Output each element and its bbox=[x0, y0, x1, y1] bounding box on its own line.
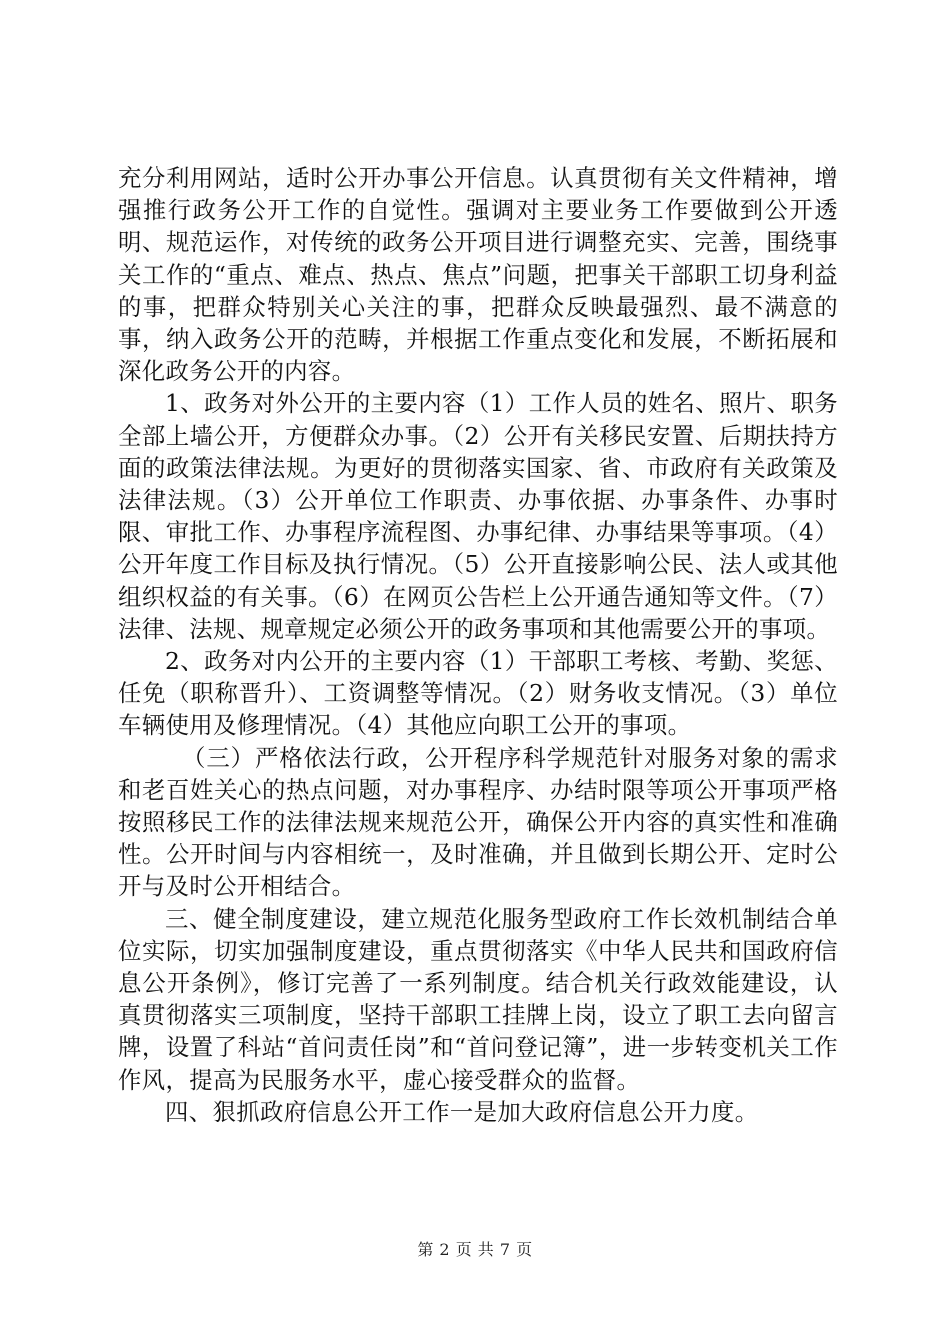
page-footer: 第 2 页 共 7 页 bbox=[417, 1240, 533, 1259]
paragraph-external-disclosure: 1、政务对外公开的主要内容（1）工作人员的姓名、照片、职务全部上墙公开，方便群众办事。（2）公开有关移民安置、后期扶持方面的政策法律法规。为更好的贯彻落实国家、省、市政府有关政策及法律法规。（3）公开单位工作职责、办事依据、办事条件、办事时限、审批工作、办事程序流程图、办事纪律、办事结果等事项。（4）公开年度工作目标及执行情况。（5）公开直接影响公民、法人或其他组织权益的有关事。（6）在网页公告栏上公开通告通知等文件。（7）法律、法规、规章规定必须公开的政务事项和其他需要公开的事项。 bbox=[118, 389, 838, 643]
paragraph-information-disclosure: 四、狠抓政府信息公开工作一是加大政府信息公开力度。 bbox=[165, 1097, 759, 1126]
paragraph-system-building: 三、健全制度建设，建立规范化服务型政府工作长效机制结合单位实际，切实加强制度建设，重点贯彻落实《中华人民共和国政府信息公开条例》，修订完善了一系列制度。结合机关行政效能建设，认真贯彻落实三项制度，坚持干部职工挂牌上岗，设立了职工去向留言牌，设置了科站“首问责任岗”和“首问登记簿”，进一步转变机关工作作风，提高为民服务水平，虚心接受群众的监督。 bbox=[118, 904, 838, 1094]
paragraph-lawful-administration: （三）严格依法行政，公开程序科学规范针对服务对象的需求和老百姓关心的热点问题，对办事程序、办结时限等项公开事项严格按照移民工作的法律法规来规范公开，确保公开内容的真实性和准确性。公开时间与内容相统一，及时准确，并且做到长期公开、定时公开与及时公开相结合。 bbox=[118, 743, 838, 901]
paragraph-continuation: 充分利用网站，适时公开办事公开信息。认真贯彻有关文件精神，增强推行政务公开工作的自觉性。强调对主要业务工作要做到公开透明、规范运作，对传统的政务公开项目进行调整充实、完善，围绕事关工作的“重点、难点、热点、焦点”问题，把事关干部职工切身利益的事，把群众特别关心关注的事，把群众反映最强烈、最不满意的事，纳入政务公开的范畴，并根据工作重点变化和发展，不断拓展和深化政务公开的内容。 bbox=[118, 164, 838, 386]
document-body bbox=[118, 162, 838, 1128]
paragraph-internal-disclosure: 2、政务对内公开的主要内容（1）干部职工考核、考勤、奖惩、任免（职称晋升）、工资调整等情况。（2）财务收支情况。（3）单位车辆使用及修理情况。（4）其他应向职工公开的事项。 bbox=[118, 647, 838, 740]
